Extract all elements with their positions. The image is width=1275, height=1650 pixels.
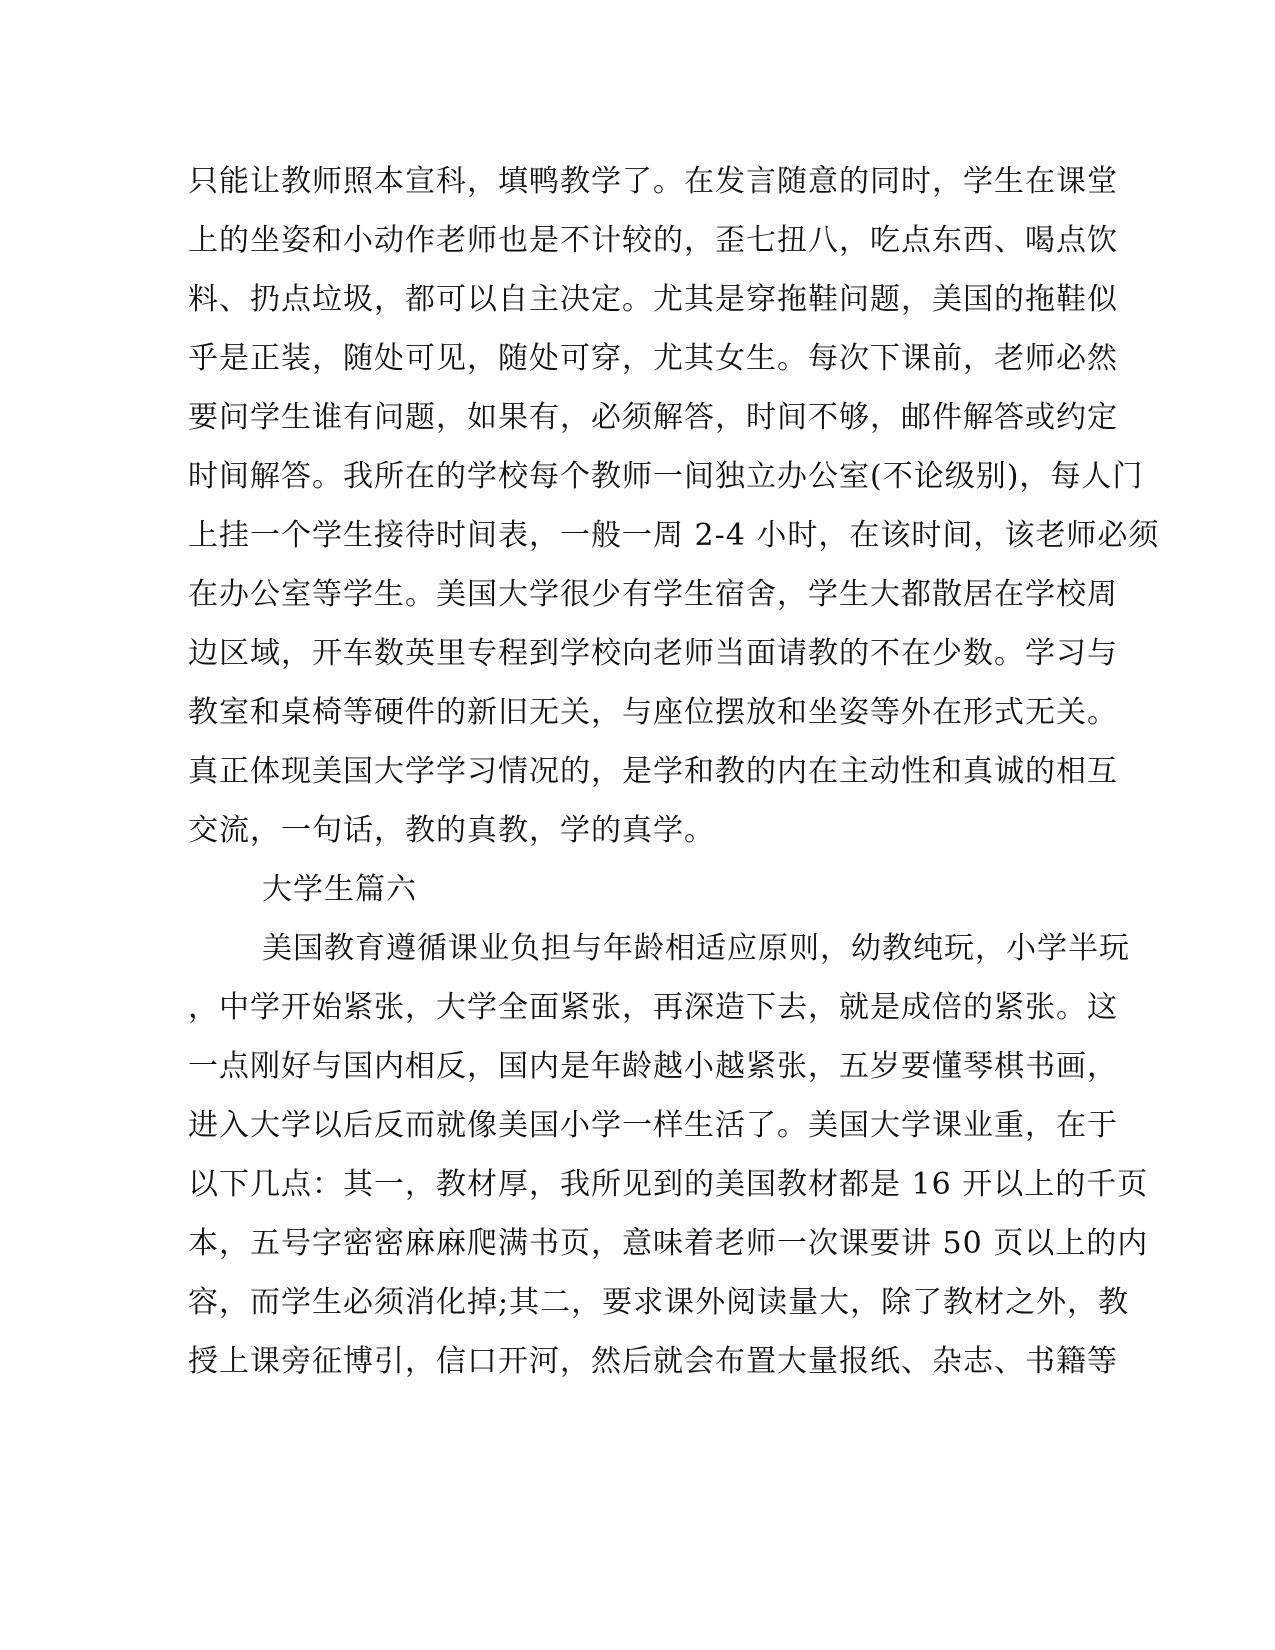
text-line: 料、扔点垃圾，都可以自主决定。尤其是穿拖鞋问题，美国的拖鞋似	[188, 282, 1118, 317]
text-line: 要问学生谁有问题，如果有，必须解答，时间不够，邮件解答或约定	[188, 400, 1118, 435]
text-line: 只能让教师照本宣科，填鸭教学了。在发言随意的同时，学生在课堂	[188, 164, 1118, 199]
text-line: 进入大学以后反而就像美国小学一样生活了。美国大学课业重，在于	[188, 1108, 1118, 1143]
text-line: 边区域，开车数英里专程到学校向老师当面请教的不在少数。学习与	[188, 636, 1118, 671]
text-line: 乎是正装，随处可见，随处可穿，尤其女生。每次下课前，老师必然	[188, 341, 1118, 376]
text-line: 一点刚好与国内相反，国内是年龄越小越紧张，五岁要懂琴棋书画，	[188, 1049, 1118, 1084]
text-line: 时间解答。我所在的学校每个教师一间独立办公室(不论级别)，每人门	[188, 459, 1144, 494]
text-line: 美国教育遵循课业负担与年龄相适应原则，幼教纯玩，小学半玩	[262, 931, 1130, 966]
text-line: 上的坐姿和小动作老师也是不计较的，歪七扭八，吃点东西、喝点饮	[188, 223, 1118, 258]
text-line: 交流，一句话，教的真教，学的真学。	[188, 813, 715, 848]
text-line: 真正体现美国大学学习情况的，是学和教的内在主动性和真诚的相互	[188, 754, 1118, 789]
text-line: 容，而学生必须消化掉;其二，要求课外阅读量大，除了教材之外，教	[188, 1285, 1130, 1320]
text-line: 上挂一个学生接待时间表，一般一周 2-4 小时，在该时间，该老师必须	[188, 518, 1160, 553]
text-line: 教室和桌椅等硬件的新旧无关，与座位摆放和坐姿等外在形式无关。	[188, 695, 1118, 730]
text-line: 以下几点：其一，教材厚，我所见到的美国教材都是 16 开以上的千页	[188, 1167, 1149, 1202]
text-line: 在办公室等学生。美国大学很少有学生宿舍，学生大都散居在学校周	[188, 577, 1118, 612]
text-line: 授上课旁征博引，信口开河，然后就会布置大量报纸、杂志、书籍等	[188, 1344, 1118, 1379]
section-heading: 大学生篇六	[262, 872, 417, 907]
text-line: 本，五号字密密麻麻爬满书页，意味着老师一次课要讲 50 页以上的内	[188, 1226, 1149, 1261]
text-line: ，中学开始紧张，大学全面紧张，再深造下去，就是成倍的紧张。这	[188, 990, 1118, 1025]
